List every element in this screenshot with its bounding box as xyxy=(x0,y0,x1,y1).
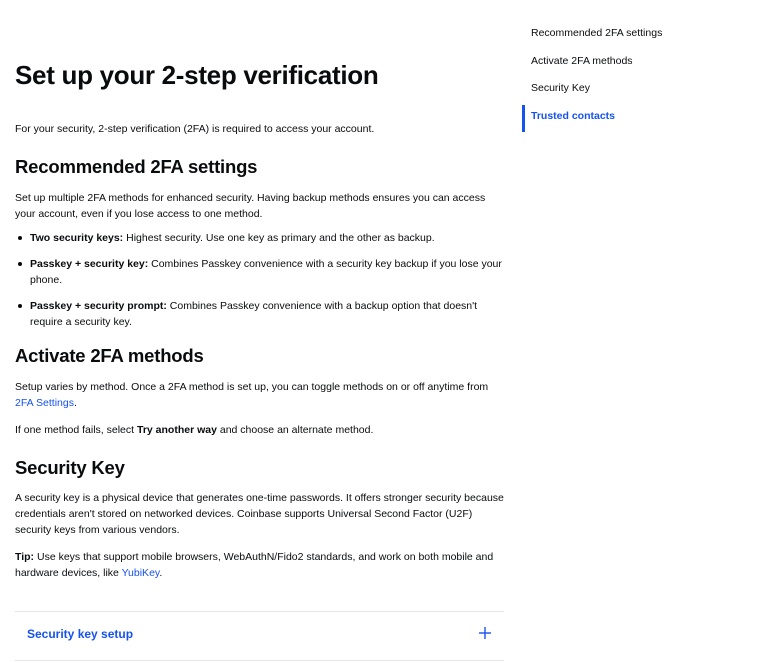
list-item-text: Combines Passkey convenience with a backup option that doesn't require a security key. xyxy=(30,300,478,328)
page-title: Set up your 2-step verification xyxy=(15,60,379,90)
2fa-settings-link[interactable]: 2FA Settings xyxy=(15,397,74,409)
intro-paragraph: For your security, 2-step verification (2FA) is required to access your account. xyxy=(15,123,375,135)
plus-icon[interactable] xyxy=(478,626,492,640)
toc-item-activate-2fa-methods[interactable]: Activate 2FA methods xyxy=(531,54,633,67)
list-item xyxy=(15,256,505,288)
list-item xyxy=(15,230,505,246)
section-heading-activate: Activate 2FA methods xyxy=(15,345,204,366)
fallback-paragraph xyxy=(15,422,505,438)
accordion-title: Security key setup xyxy=(27,627,134,641)
list-item-label: Two security keys: xyxy=(30,232,124,244)
section-heading-security-key: Security Key xyxy=(15,457,125,478)
activate-text: Setup varies by method. Once a 2FA method is set up, you can toggle methods on or off anytime from xyxy=(15,381,489,393)
fallback-text: If one method fails, select xyxy=(15,424,137,436)
list-item xyxy=(15,298,505,330)
yubikey-link[interactable]: YubiKey xyxy=(121,567,160,579)
tip-label: Tip: xyxy=(15,551,35,563)
security-key-paragraph: A security key is a physical device that generates one-time passwords. It offers stronger security because credentials aren't stored on networked devices. Coinbase supports Universal Second Factor (U2F) security keys from various vendors. xyxy=(15,492,504,536)
activate-paragraph xyxy=(15,379,505,411)
tip-suffix: . xyxy=(159,567,163,579)
toc-item-trusted-contacts[interactable]: Trusted contacts xyxy=(522,105,762,133)
table-of-contents xyxy=(522,22,762,132)
toc-item-recommended-2fa-settings[interactable]: Recommended 2FA settings xyxy=(531,27,663,39)
list-item-label: Passkey + security prompt: xyxy=(30,300,167,312)
recommended-list xyxy=(15,230,505,340)
list-item-text: Highest security. Use one key as primary and the other as backup. xyxy=(123,232,435,244)
try-another-way-label: Try another way xyxy=(136,424,217,436)
tip-text: Use keys that support mobile browsers, WebAuthN/Fido2 standards, and work on both mobile and hardware devices, like xyxy=(15,551,494,579)
toc-item-security-key[interactable]: Security Key xyxy=(531,82,590,94)
list-item-label: Passkey + security key: xyxy=(30,258,149,270)
activate-text-suffix: . xyxy=(73,397,77,409)
recommended-paragraph: Set up multiple 2FA methods for enhanced security. Having backup methods ensures you can access your account, even if you lose access to one method. xyxy=(15,192,486,220)
section-heading-recommended: Recommended 2FA settings xyxy=(15,156,258,177)
list-item-text: Combines Passkey convenience with a security key backup if you lose your phone. xyxy=(30,258,502,286)
tip-paragraph xyxy=(15,549,505,581)
security-key-setup-accordion[interactable] xyxy=(15,611,504,661)
fallback-text-suffix: and choose an alternate method. xyxy=(216,424,374,436)
